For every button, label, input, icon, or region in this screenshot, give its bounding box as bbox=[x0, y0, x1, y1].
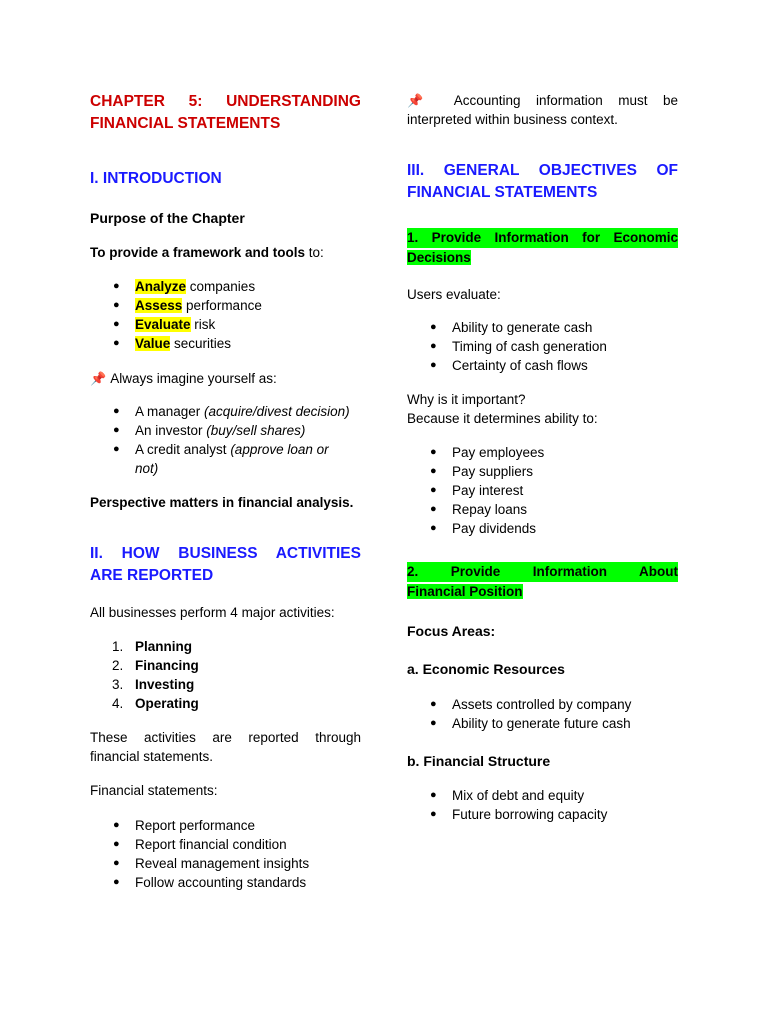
bullet-dot-icon: ● bbox=[430, 446, 437, 458]
purpose-heading: Purpose of the Chapter bbox=[90, 210, 245, 226]
bullet-dot-icon: ● bbox=[430, 503, 437, 515]
section3-heading-line1: III. GENERAL OBJECTIVES OF bbox=[407, 162, 678, 179]
list-item-text: Future borrowing capacity bbox=[452, 807, 608, 822]
role-note: (buy/sell shares) bbox=[206, 423, 306, 438]
activities-intro: All businesses perform 4 major activities: bbox=[90, 605, 335, 620]
objective1-line1: 1. Provide Information for Economic bbox=[407, 228, 678, 248]
activity-label: Planning bbox=[135, 639, 192, 654]
context-note bbox=[407, 91, 678, 129]
list-item bbox=[407, 481, 678, 500]
introduction-heading: I. INTRODUCTION bbox=[90, 170, 222, 187]
list-item-text: performance bbox=[182, 298, 262, 313]
bullet-dot-icon: ● bbox=[113, 443, 120, 455]
list-item bbox=[90, 440, 361, 478]
role-label: A credit analyst bbox=[135, 442, 231, 457]
why-block bbox=[407, 390, 678, 428]
list-item-text: Reveal management insights bbox=[135, 856, 310, 871]
objective1-heading bbox=[407, 228, 678, 268]
bullet-dot-icon: ● bbox=[430, 321, 437, 333]
objective2-heading bbox=[407, 562, 678, 602]
list-item bbox=[90, 402, 361, 421]
list-item-text: Report financial condition bbox=[135, 837, 287, 852]
role-label: An investor bbox=[135, 423, 207, 438]
bullet-dot-icon: ● bbox=[113, 280, 120, 292]
bullet-dot-icon: ● bbox=[430, 340, 437, 352]
list-item bbox=[90, 835, 361, 854]
fs-label: Financial statements: bbox=[90, 783, 218, 798]
list-item bbox=[90, 296, 361, 315]
list-item-text: Follow accounting standards bbox=[135, 875, 307, 890]
list-item bbox=[407, 356, 678, 375]
list-item bbox=[407, 519, 678, 538]
list-item: 4. Operating bbox=[112, 696, 199, 711]
why-important: Why is it important? bbox=[407, 392, 526, 407]
highlighted-term: Analyze bbox=[135, 279, 187, 294]
framework-sentence bbox=[90, 243, 361, 262]
section2-heading-line1: II. HOW BUSINESS ACTIVITIES bbox=[90, 545, 361, 562]
list-item bbox=[90, 277, 361, 296]
perspective-note: Perspective matters in financial analysis. bbox=[90, 495, 354, 510]
bullet-dot-icon: ● bbox=[430, 789, 437, 801]
list-item-text: Pay dividends bbox=[452, 521, 537, 536]
chapter-title-line1: CHAPTER 5: UNDERSTANDING bbox=[90, 93, 361, 110]
bullet-dot-icon: ● bbox=[113, 819, 120, 831]
bullet-dot-icon: ● bbox=[430, 698, 437, 710]
list-item-text: Ability to generate cash bbox=[452, 320, 593, 335]
role-note: (approve loan or not) bbox=[135, 442, 329, 476]
bullet-dot-icon: ● bbox=[113, 318, 120, 330]
list-item-text: Pay employees bbox=[452, 445, 545, 460]
activities-list bbox=[90, 637, 361, 713]
chapter-title bbox=[90, 91, 361, 135]
section3-heading bbox=[407, 160, 678, 204]
purpose-list bbox=[90, 277, 361, 353]
bullet-dot-icon: ● bbox=[430, 484, 437, 496]
reported-text bbox=[90, 728, 361, 766]
list-item-text: Pay interest bbox=[452, 483, 524, 498]
list-item-text: Certainty of cash flows bbox=[452, 358, 588, 373]
activity-label: Financing bbox=[135, 658, 199, 673]
focus-areas-heading: Focus Areas: bbox=[407, 623, 496, 639]
evaluate-list bbox=[407, 318, 678, 375]
list-item-text: Assets controlled by company bbox=[452, 697, 632, 712]
activity-label: Operating bbox=[135, 696, 199, 711]
list-item: 3. Investing bbox=[112, 677, 195, 692]
list-item: 2. Financing bbox=[112, 658, 199, 673]
pushpin-icon: 📌 bbox=[90, 371, 107, 386]
bullet-dot-icon: ● bbox=[430, 717, 437, 729]
reported-line2: financial statements. bbox=[90, 749, 214, 764]
activity-label: Investing bbox=[135, 677, 195, 692]
list-item bbox=[407, 443, 678, 462]
fin-structure-list bbox=[407, 786, 678, 824]
list-item: 1. Planning bbox=[112, 639, 192, 654]
list-item bbox=[407, 805, 678, 824]
list-item-text: securities bbox=[170, 336, 232, 351]
reported-line1: These activities are reported through bbox=[90, 730, 361, 745]
list-item bbox=[90, 334, 361, 353]
list-item bbox=[407, 695, 678, 714]
list-item bbox=[407, 337, 678, 356]
pushpin-icon: 📌 bbox=[407, 93, 435, 108]
list-item bbox=[90, 315, 361, 334]
list-item bbox=[407, 462, 678, 481]
bullet-dot-icon: ● bbox=[113, 838, 120, 850]
bullet-dot-icon: ● bbox=[430, 522, 437, 534]
section2-heading bbox=[90, 543, 361, 587]
highlighted-term: Evaluate bbox=[135, 317, 191, 332]
pay-list bbox=[407, 443, 678, 538]
because-text: Because it determines ability to: bbox=[407, 411, 598, 426]
list-item-text: Repay loans bbox=[452, 502, 528, 517]
users-evaluate: Users evaluate: bbox=[407, 287, 501, 302]
chapter-title-line2: FINANCIAL STATEMENTS bbox=[90, 115, 281, 132]
list-item bbox=[90, 421, 361, 440]
list-item bbox=[90, 816, 361, 835]
list-item bbox=[407, 318, 678, 337]
imagine-text: Always imagine yourself as: bbox=[110, 371, 277, 386]
highlighted-term: Assess bbox=[135, 298, 183, 313]
fs-list bbox=[90, 816, 361, 892]
framework-rest: to: bbox=[305, 245, 324, 260]
bullet-dot-icon: ● bbox=[430, 808, 437, 820]
econ-list bbox=[407, 695, 678, 733]
financial-structure-heading: b. Financial Structure bbox=[407, 753, 551, 769]
bullet-dot-icon: ● bbox=[113, 337, 120, 349]
list-item bbox=[407, 714, 678, 733]
highlighted-term: Value bbox=[135, 336, 171, 351]
role-note: (acquire/divest decision) bbox=[204, 404, 350, 419]
bullet-dot-icon: ● bbox=[113, 424, 120, 436]
economic-resources-heading: a. Economic Resources bbox=[407, 661, 565, 677]
imagine-line bbox=[90, 369, 361, 388]
roles-list bbox=[90, 402, 361, 478]
list-item-text: companies bbox=[186, 279, 256, 294]
context-line2: interpreted within business context. bbox=[407, 112, 618, 127]
objective2-line1: 2. Provide Information About bbox=[407, 562, 678, 582]
bullet-dot-icon: ● bbox=[113, 876, 120, 888]
section3-heading-line2: FINANCIAL STATEMENTS bbox=[407, 184, 598, 201]
list-item bbox=[407, 500, 678, 519]
bullet-dot-icon: ● bbox=[113, 299, 120, 311]
section2-heading-line2: ARE REPORTED bbox=[90, 567, 214, 584]
list-item bbox=[407, 786, 678, 805]
list-item bbox=[90, 854, 361, 873]
bullet-dot-icon: ● bbox=[113, 857, 120, 869]
list-item-text: Timing of cash generation bbox=[452, 339, 607, 354]
bullet-dot-icon: ● bbox=[113, 405, 120, 417]
list-item-text: Pay suppliers bbox=[452, 464, 534, 479]
objective2-line2: Financial Position bbox=[407, 584, 523, 599]
bullet-dot-icon: ● bbox=[430, 359, 437, 371]
list-item-text: Ability to generate future cash bbox=[452, 716, 631, 731]
objective1-line2: Decisions bbox=[407, 250, 471, 265]
bullet-dot-icon: ● bbox=[430, 465, 437, 477]
context-line1: 📌 Accounting information must be bbox=[407, 93, 678, 108]
list-item-text: Report performance bbox=[135, 818, 256, 833]
list-item-text: risk bbox=[190, 317, 216, 332]
list-item-text: Mix of debt and equity bbox=[452, 788, 585, 803]
role-label: A manager bbox=[135, 404, 205, 419]
list-item bbox=[90, 873, 361, 892]
framework-bold: To provide a framework and tools bbox=[90, 245, 306, 260]
